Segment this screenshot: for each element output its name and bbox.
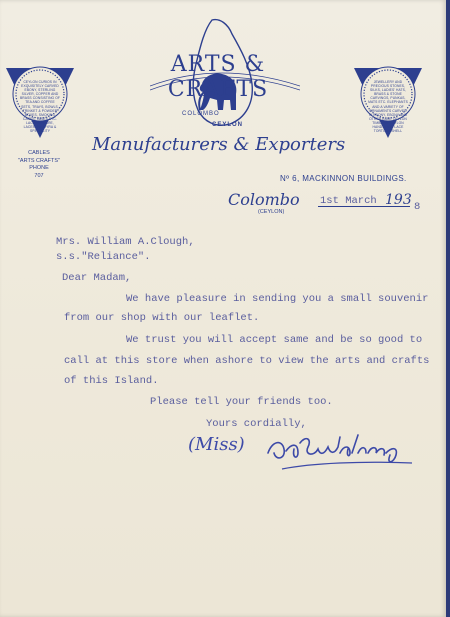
signature-prefix: (Miss) bbox=[188, 434, 245, 455]
body-line-1: We have pleasure in sending you a small souvenir bbox=[126, 293, 429, 305]
phone-label: PHONE bbox=[29, 165, 49, 171]
closing: Yours cordially, bbox=[206, 418, 307, 430]
brand-location: COLOMBO bbox=[182, 111, 220, 117]
body-line-6: Please tell your friends too. bbox=[150, 396, 333, 408]
left-seal bbox=[2, 62, 78, 138]
year-prefix: 193 bbox=[385, 192, 412, 208]
body-line-3: We trust you will accept same and be so good to bbox=[126, 334, 423, 346]
letter-date: 1st March bbox=[320, 195, 377, 207]
salutation: Dear Madam, bbox=[62, 272, 132, 284]
brand-name: ARTS & CRAFTS bbox=[167, 52, 269, 102]
right-seal-text: JEWELLERY AND PRECIOUS STONES, SILKS, LADIES' HATS, BRASS & STONE CARVINGS, PUNKAS, MATS ETC. ELEPHANTS AND A VARIETY OF ORNAMENTS CARVED IN EBONY, EBONY AND OTHER RARE CEYLON TIMBERS. CEYLON HAND-MADE LACE TORTOISESHELL bbox=[368, 80, 408, 134]
year-digit: 8 bbox=[414, 201, 421, 213]
address: Nº 6, MACKINNON BUILDINGS. bbox=[280, 174, 407, 183]
recipient-line-1: Mrs. William A.Clough, bbox=[56, 236, 195, 248]
recipient-line-2: s.s."Reliance". bbox=[56, 251, 151, 263]
brand-country: CEYLON bbox=[212, 122, 244, 128]
cables-block bbox=[10, 150, 68, 180]
body-line-5: of this Island. bbox=[64, 375, 159, 387]
city: Colombo bbox=[228, 190, 300, 209]
body-line-4: call at this store when ashore to view the arts and crafts bbox=[64, 355, 430, 367]
tagline: Manufacturers & Exporters bbox=[92, 134, 346, 155]
left-seal-text: CEYLON CURIOS IN EXQUISITELY CARVED EBONY, STERLING SILVER, COPPER AND BRASS CONSISTING OF TEA AND COFFEE SETS, TRAYS, BOWLS, TRINKET & POWDER BOXES, SMOKING CASES, VASES ETC. LACQUERWARE, LACES, PALMYRA & SPECIALITY bbox=[20, 80, 61, 134]
right-seal bbox=[350, 62, 426, 138]
signature-graphic bbox=[262, 425, 422, 481]
city-sub: (CEYLON) bbox=[258, 209, 285, 215]
cables-label: CABLES bbox=[28, 150, 50, 156]
body-line-2: from our shop with our leaflet. bbox=[64, 312, 260, 324]
cables-address: "ARTS CRAFTS" bbox=[17, 157, 60, 164]
phone-number: 707 bbox=[34, 172, 44, 179]
